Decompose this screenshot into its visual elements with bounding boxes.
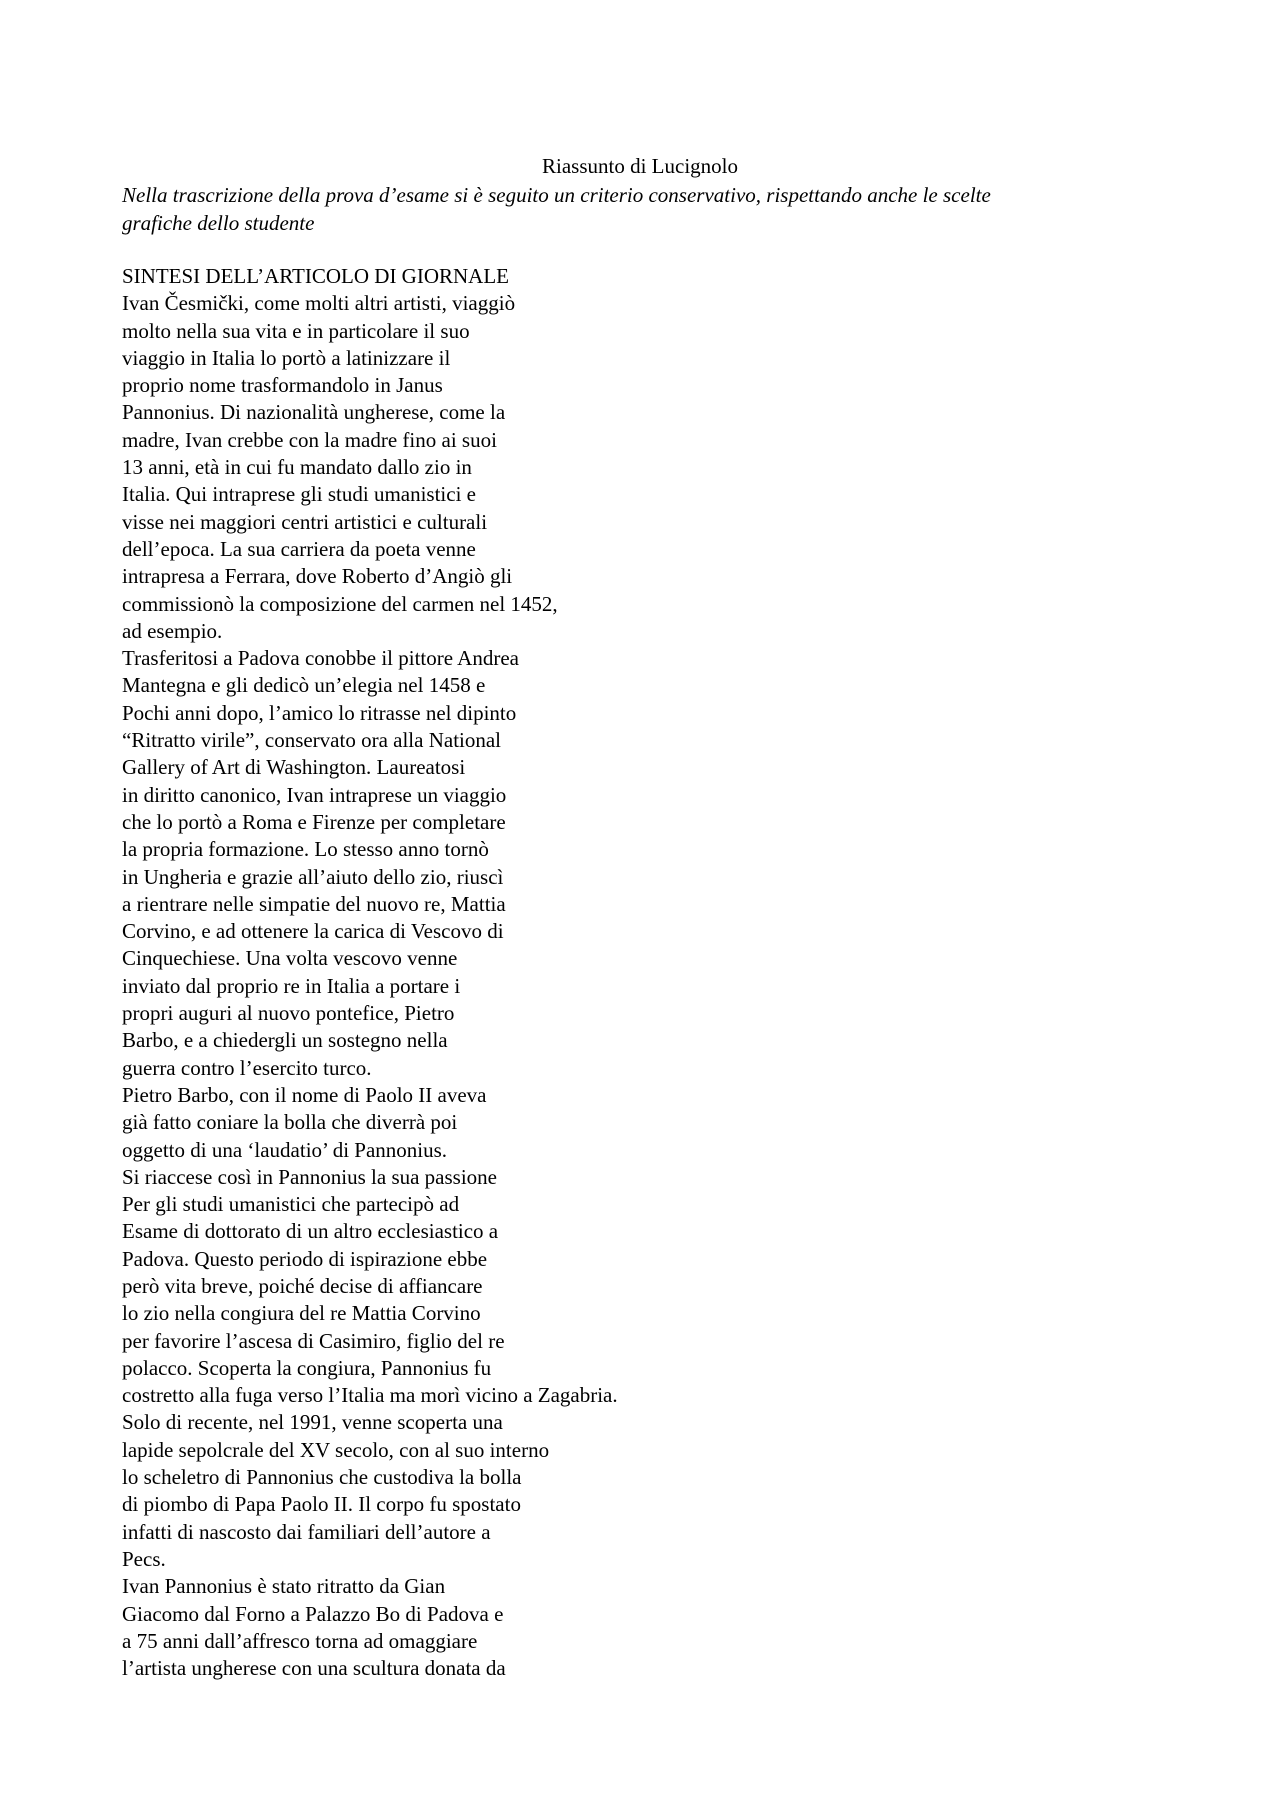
- transcription-note: [122, 181, 1162, 237]
- text-line: Ivan Pannonius è stato ritratto da Gian: [122, 1574, 446, 1599]
- text-line: Barbo, e a chiedergli un sostegno nella: [122, 1028, 448, 1053]
- text-line: proprio nome trasformandolo in Janus: [122, 373, 443, 398]
- text-line: di piombo di Papa Paolo II. Il corpo fu spostato: [122, 1492, 521, 1517]
- text-line: molto nella sua vita e in particolare il suo: [122, 318, 470, 343]
- text-line: viaggio in Italia lo portò a latinizzare il: [122, 345, 451, 370]
- text-line: in Ungheria e grazie all’aiuto dello zio, riuscì: [122, 864, 504, 889]
- text-line: lo scheletro di Pannonius che custodiva la bolla: [122, 1465, 522, 1490]
- text-line: che lo portò a Roma e Firenze per completare: [122, 809, 506, 834]
- text-line: Solo di recente, nel 1991, venne scoperta una: [122, 1410, 503, 1435]
- text-line: Si riaccese così in Pannonius la sua passione: [122, 1164, 498, 1189]
- body-text: [122, 263, 1162, 1682]
- text-line: Giacomo dal Forno a Palazzo Bo di Padova e: [122, 1601, 504, 1626]
- text-line: propri auguri al nuovo pontefice, Pietro: [122, 1001, 455, 1026]
- text-line: però vita breve, poiché decise di affiancare: [122, 1273, 483, 1298]
- text-line: costretto alla fuga verso l’Italia ma morì vicino a Zagabria.: [122, 1383, 618, 1408]
- text-line: madre, Ivan crebbe con la madre fino ai suoi: [122, 427, 497, 452]
- text-line: lapide sepolcrale del XV secolo, con al suo interno: [122, 1437, 550, 1462]
- text-line: a 75 anni dall’affresco torna ad omaggiare: [122, 1628, 478, 1653]
- text-line: Pannonius. Di nazionalità ungherese, come la: [122, 400, 506, 425]
- text-line: a rientrare nelle simpatie del nuovo re, Mattia: [122, 891, 506, 916]
- note-line: grafiche dello studente: [122, 211, 315, 235]
- text-line: visse nei maggiori centri artistici e culturali: [122, 509, 488, 534]
- text-line: intrapresa a Ferrara, dove Roberto d’Angiò gli: [122, 564, 513, 589]
- text-line: Gallery of Art di Washington. Laureatosi: [122, 755, 466, 780]
- text-line: Padova. Questo periodo di ispirazione ebbe: [122, 1246, 488, 1271]
- document-title: Riassunto di Lucignolo: [542, 154, 738, 178]
- section-heading: SINTESI DELL’ARTICOLO DI GIORNALE: [122, 264, 510, 288]
- text-line: Pecs.: [122, 1546, 166, 1571]
- text-line: “Ritratto virile”, conservato ora alla National: [122, 728, 502, 753]
- text-line: Pietro Barbo, con il nome di Paolo II aveva: [122, 1082, 487, 1107]
- text-line: Pochi anni dopo, l’amico lo ritrasse nel dipinto: [122, 700, 517, 725]
- text-line: la propria formazione. Lo stesso anno tornò: [122, 837, 489, 862]
- text-line: guerra contro l’esercito turco.: [122, 1055, 372, 1080]
- text-line: Ivan Česmički, come molti altri artisti, viaggiò: [122, 291, 516, 316]
- text-line: oggetto di una ‘laudatio’ di Pannonius.: [122, 1137, 448, 1162]
- text-line: inviato dal proprio re in Italia a portare i: [122, 973, 461, 998]
- text-line: commissionò la composizione del carmen nel 1452,: [122, 591, 558, 616]
- text-line: 13 anni, età in cui fu mandato dallo zio in: [122, 455, 472, 480]
- text-line: Cinquechiese. Una volta vescovo venne: [122, 946, 458, 971]
- text-line: ad esempio.: [122, 618, 223, 643]
- text-line: dell’epoca. La sua carriera da poeta venne: [122, 536, 476, 561]
- text-line: polacco. Scoperta la congiura, Pannonius fu: [122, 1355, 492, 1380]
- text-line: Corvino, e ad ottenere la carica di Vescovo di: [122, 919, 504, 944]
- text-line: Mantegna e gli dedicò un’elegia nel 1458 e: [122, 673, 486, 698]
- text-line: l’artista ungherese con una scultura donata da: [122, 1656, 506, 1681]
- text-line: Per gli studi umanistici che partecipò ad: [122, 1192, 460, 1217]
- text-line: Trasferitosi a Padova conobbe il pittore Andrea: [122, 646, 519, 671]
- text-line: Esame di dottorato di un altro ecclesiastico a: [122, 1219, 499, 1244]
- text-line: lo zio nella congiura del re Mattia Corvino: [122, 1301, 481, 1326]
- note-line: Nella trascrizione della prova d’esame si è seguito un criterio conservativo, rispettando anche le scelte: [122, 183, 991, 207]
- text-line: in diritto canonico, Ivan intraprese un viaggio: [122, 782, 507, 807]
- text-line: infatti di nascosto dai familiari dell’autore a: [122, 1519, 491, 1544]
- text-line: già fatto coniare la bolla che diverrà poi: [122, 1110, 458, 1135]
- text-line: Italia. Qui intraprese gli studi umanistici e: [122, 482, 476, 507]
- text-line: per favorire l’ascesa di Casimiro, figlio del re: [122, 1328, 505, 1353]
